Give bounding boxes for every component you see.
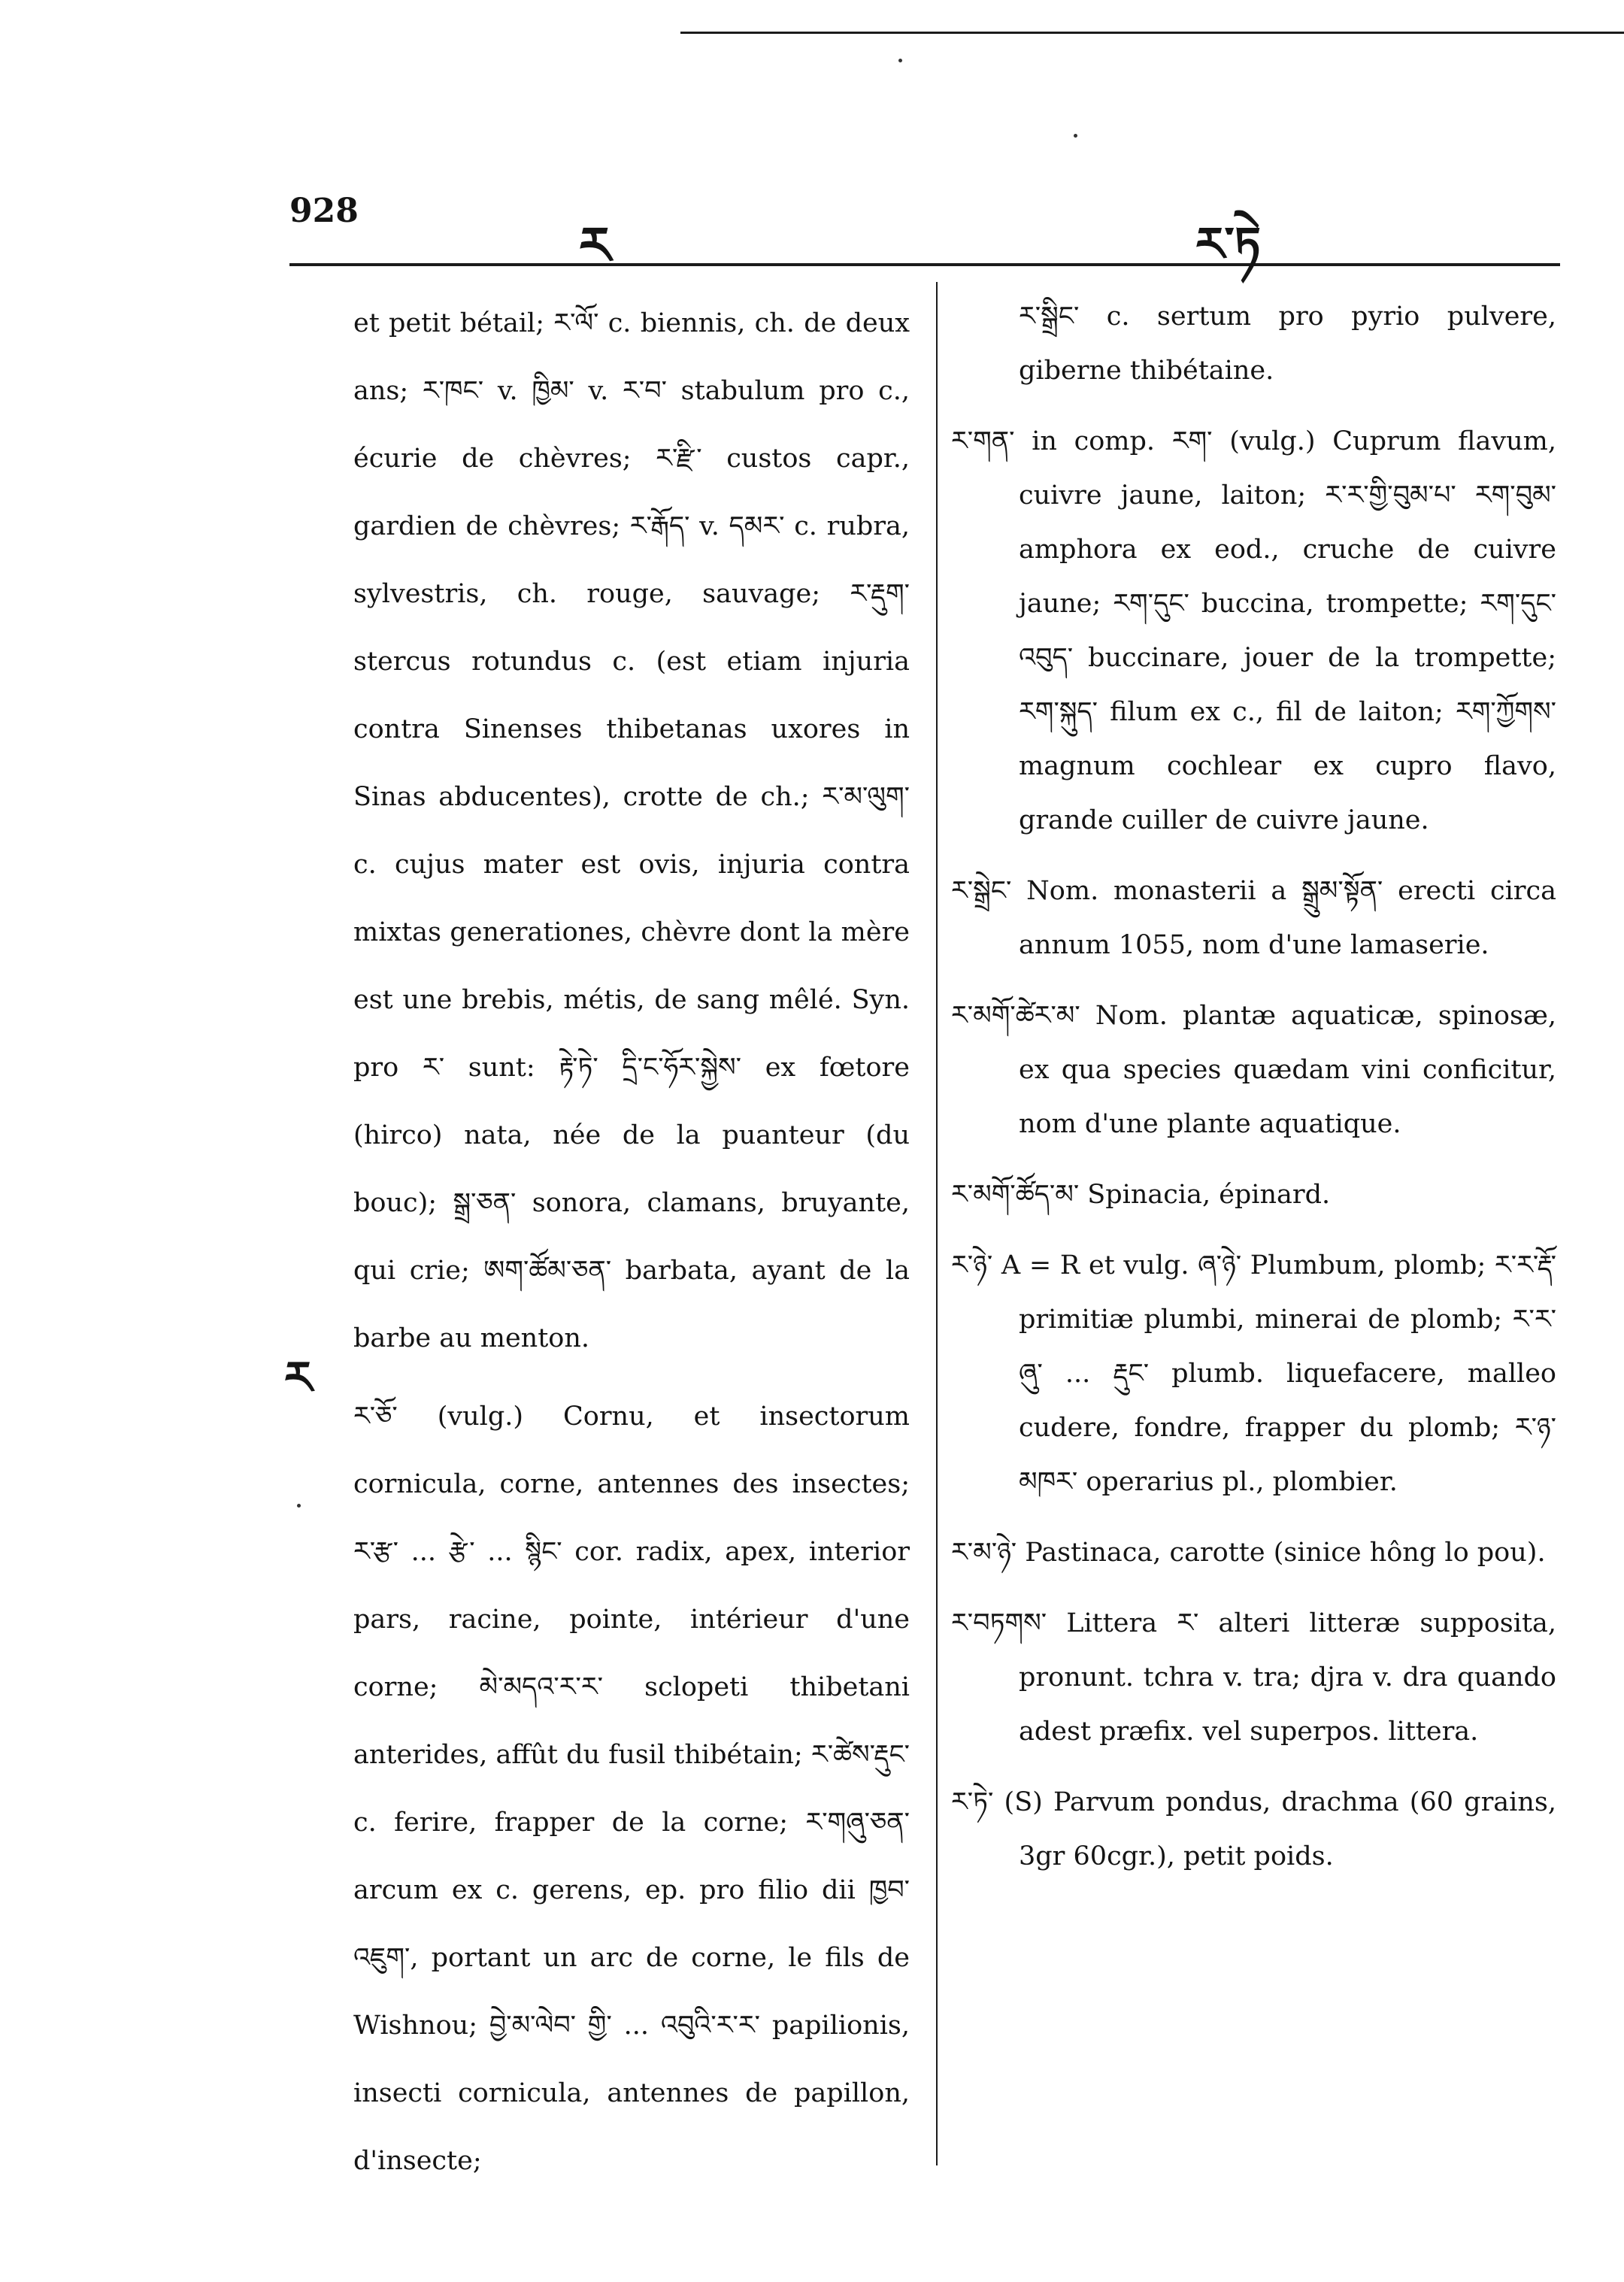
top-rule: [680, 32, 1624, 34]
right-paragraph-1: ར་སྒྲིང་ c. sertum pro pyrio pulvere, giberne thibétaine.: [1019, 302, 1556, 386]
header-left-letter: ར: [579, 216, 611, 276]
right-entry-ra-mgo-tshod-ma: ར་མགོ་ཚོད་མ་ Spinacia, épinard.: [951, 1180, 1331, 1210]
right-entry-ra-te: ར་ཏེ་ (S) Parvum pondus, drachma (60 grains, 3gr 60cgr.), petit poids.: [951, 1787, 1556, 1871]
right-column: [951, 289, 1556, 1883]
left-margin-letter: ར: [284, 1352, 313, 1405]
page-number: 928: [289, 192, 359, 230]
speck: [898, 59, 902, 62]
right-entry-ra-mgo-tsher-ma: ར་མགོ་ཚེར་མ་ Nom. plantæ aquaticæ, spinosæ, ex qua species quædam vini conficitur, nom d'une plante aquatique.: [951, 1001, 1556, 1139]
right-entry-ra-ma-nye: ར་མ་ཉེ་ Pastinaca, carotte (sinice hông lo pou).: [951, 1538, 1546, 1568]
header-right-letter: ར་ཏེ: [1195, 217, 1261, 271]
right-entry-rag: ར་གན་ in comp. རག་ (vulg.) Cuprum flavum, cuivre jaune, laiton; ར་ར་གྱི་བུམ་པ་ རག་བུམ་ amphora ex eod., cruche de cuivre jaune; རག་དུང་ buccina, trompette; རག་དུང་འབུད་ buccinare, jouer de la trompette; རག་སྐུད་ filum ex c., fil de laiton; རག་ཀྱོགས་ magnum cochlear ex cupro flavo, grande cuiller de cuivre jaune.: [951, 426, 1556, 835]
column-divider: [936, 282, 938, 2165]
header-rule: [289, 263, 1560, 266]
speck: [297, 1504, 301, 1508]
right-entry-ra-btags: ར་བཏགས་ Littera ར་ alteri litteræ supposita, pronunt. tchra v. tra; djra v. dra quando adest præfix. vel superpos. littera.: [951, 1608, 1556, 1747]
speck: [1074, 134, 1077, 138]
left-paragraph-2: ར་ཅོ་ (vulg.) Cornu, et insectorum cornicula, corne, antennes des insectes; ར་རྩ་ ... རྩེ་ ... སྙིང་ cor. radix, apex, interior pars, racine, pointe, intérieur d'une corne; མེ་མདའ་ར་ར་ sclopeti thibetani anterides, affût du fusil thibétain; ར་ཚེས་རྡུང་ c. ferire, frapper de la corne; ར་གཞུ་ཅན་ arcum ex c. gerens, ep. pro filio dii ཁྱབ་འཇུག་, portant un arc de corne, le fils de Wishnou; བྱེ་མ་ལེབ་ གྱི་ ... འབུའི་ར་ར་ papilionis, insecti cornicula, antennes de papillon, d'insecte;: [353, 1402, 910, 2176]
right-entry-ra-nye: ར་ཉེ་ A = R et vulg. ཞ་ཉེ་ Plumbum, plomb; ར་ར་རྡོ་ primitiæ plumbi, minerai de plomb; ར་ར་ཞུ་ ... རྡུང་ plumb. liquefacere, malleo cudere, fondre, frapper du plomb; ར་ཉ་མཁར་ operarius pl., plombier.: [951, 1250, 1556, 1497]
left-paragraph-1: et petit bétail; ར་ལོ་ c. biennis, ch. de deux ans; ར་ཁང་ v. ཁྱིམ་ v. ར་བ་ stabulum pro c., écurie de chèvres; ར་རྫི་ custos capr., gardien de chèvres; ར་རྒོད་ v. དམར་ c. rubra, sylvestris, ch. rouge, sauvage; ར་རྡུག་ stercus rotundus c. (est etiam injuria contra Sinenses thibetanas uxores in Sinas abducentes), crotte de ch.; ར་མ་ལུག་ c. cujus mater est ovis, injuria contra mixtas generationes, chèvre dont la mère est une brebis, métis, de sang mêlé. Syn. pro ར་ sunt: རྟེ་ཏེ་ དྲི་ང་ཧོར་སྐྱེས་ ex fœtore (hirco) nata, née de la puanteur (du bouc); སྒྲ་ཅན་ sonora, clamans, bruyante, qui crie; ཨག་ཚོམ་ཅན་ barbata, ayant de la barbe au menton.: [353, 308, 910, 1353]
right-entry-ra-greng: ར་སྒྲེང་ Nom. monasterii a སྒྲུམ་སྟོན་ erecti circa annum 1055, nom d'une lamaserie.: [951, 876, 1556, 960]
left-column: [353, 289, 910, 2195]
